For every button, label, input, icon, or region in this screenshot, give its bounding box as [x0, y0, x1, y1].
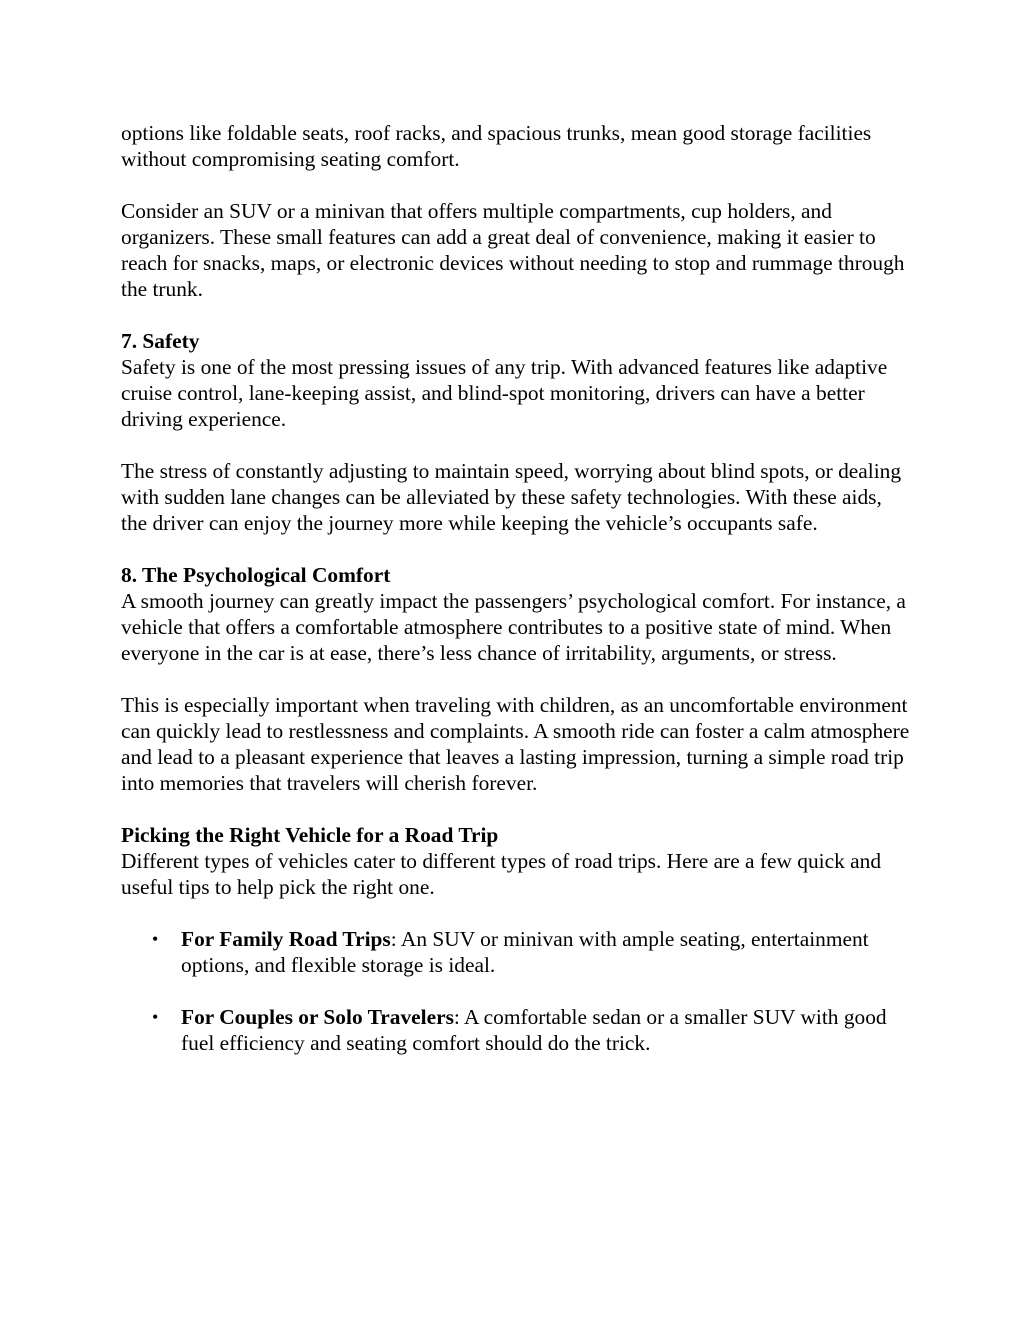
section-safety — [121, 328, 911, 354]
section-heading-safety: 7. Safety — [121, 329, 200, 353]
bullet-icon: • — [152, 929, 159, 949]
paragraph-picking-intro: Different types of vehicles cater to different types of road trips. Here are a few quick and useful tips to help pick the right one. — [121, 849, 882, 899]
list-item — [121, 926, 911, 978]
tip-text: : An SUV or minivan with ample seating, entertainment options, and flexible storage is ideal. — [181, 927, 869, 977]
section-psychological-comfort — [121, 562, 911, 588]
paragraph-storage-options: options like foldable seats, roof racks, and spacious trunks, mean good storage facilities without compromising seating comfort. — [121, 121, 872, 171]
section-heading-picking-vehicle: Picking the Right Vehicle for a Road Trip — [121, 823, 499, 847]
paragraph-safety-stress: The stress of constantly adjusting to maintain speed, worrying about blind spots, or dealing with sudden lane changes can be alleviated by these safety technologies. With these aids, the driver can enjoy the journey more while keeping the vehicle’s occupants safe. — [121, 459, 902, 535]
list-item — [121, 1004, 911, 1056]
bullet-icon: • — [152, 1007, 159, 1027]
paragraph-suv-minivan: Consider an SUV or a minivan that offers multiple compartments, cup holders, and organizers. These small features can add a great deal of convenience, making it easier to reach for snacks, maps, or electronic devices without needing to stop and rummage through the trunk. — [121, 199, 905, 301]
paragraph-children-travel: This is especially important when traveling with children, as an uncomfortable environment can quickly lead to restlessness and complaints. A smooth ride can foster a calm atmosphere and lead to a pleasant experience that leaves a lasting impression, turning a simple road trip into memories that travelers will cherish forever. — [121, 693, 910, 795]
section-picking-vehicle — [121, 822, 911, 848]
tip-title: For Couples or Solo Travelers — [181, 1005, 454, 1029]
section-heading-psychological-comfort: 8. The Psychological Comfort — [121, 563, 391, 587]
tips-list — [121, 926, 911, 1056]
document-body — [121, 120, 911, 1082]
paragraph-safety-features: Safety is one of the most pressing issues of any trip. With advanced features like adaptive cruise control, lane-keeping assist, and blind-spot monitoring, drivers can have a better driving experience. — [121, 355, 888, 431]
tip-title: For Family Road Trips — [181, 927, 391, 951]
tip-text: : A comfortable sedan or a smaller SUV with good fuel efficiency and seating comfort should do the trick. — [181, 1005, 887, 1055]
paragraph-smooth-journey: A smooth journey can greatly impact the passengers’ psychological comfort. For instance, a vehicle that offers a comfortable atmosphere contributes to a positive state of mind. When everyone in the car is at ease, there’s less chance of irritability, arguments, or stress. — [121, 589, 906, 665]
